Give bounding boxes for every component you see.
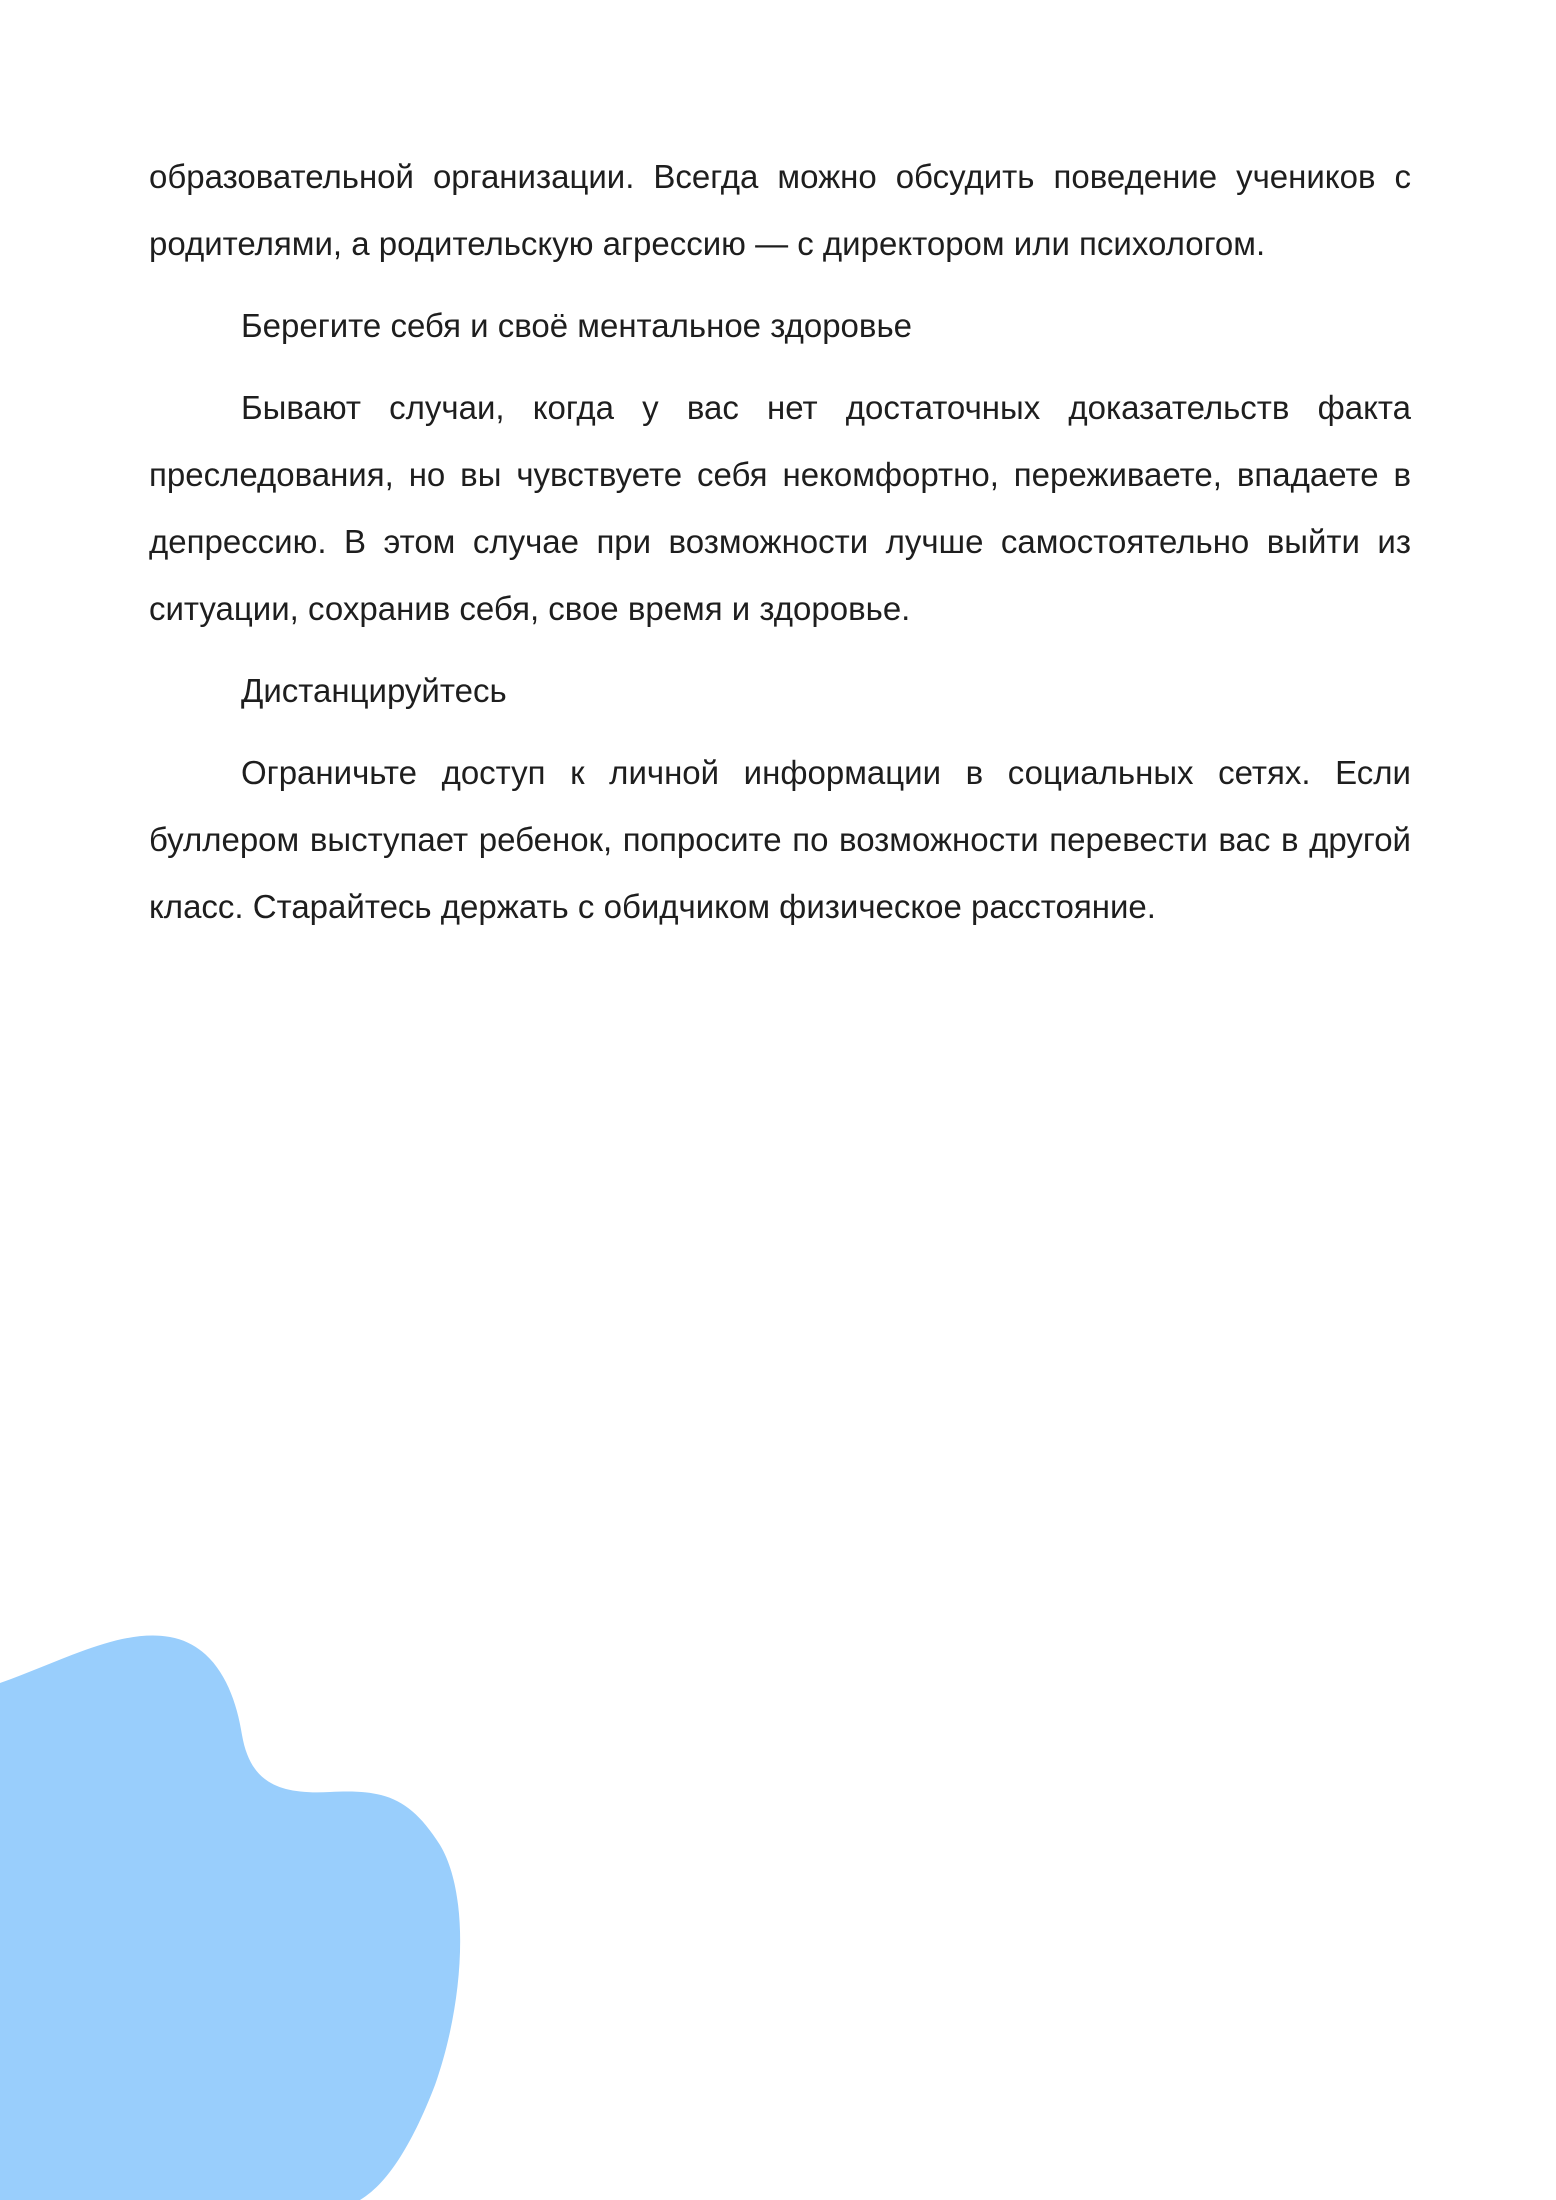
section-heading-distance: Дистанцируйтесь bbox=[241, 672, 507, 709]
document-body bbox=[149, 143, 1411, 955]
blob-shape bbox=[0, 1636, 460, 2200]
paragraph-continued: образовательной организации. Всегда можно обсудить поведение учеников с родителями, а родительскую агрессию — с директором или психологом. bbox=[149, 158, 1411, 262]
section-heading-mental-health: Берегите себя и своё ментальное здоровье bbox=[241, 307, 912, 344]
paragraph-self-care: Бывают случаи, когда у вас нет достаточных доказательств факта преследования, но вы чувствуете себя некомфортно, переживаете, впадаете в депрессию. В этом случае при возможности лучше самостоятельно выйти из ситуации, сохранив себя, свое время и здоровье. bbox=[149, 389, 1411, 627]
paragraph-distance: Ограничьте доступ к личной информации в социальных сетях. Если буллером выступает ребенок, попросите по возможности перевести вас в другой класс. Старайтесь держать с обидчиком физическое расстояние. bbox=[149, 754, 1411, 925]
